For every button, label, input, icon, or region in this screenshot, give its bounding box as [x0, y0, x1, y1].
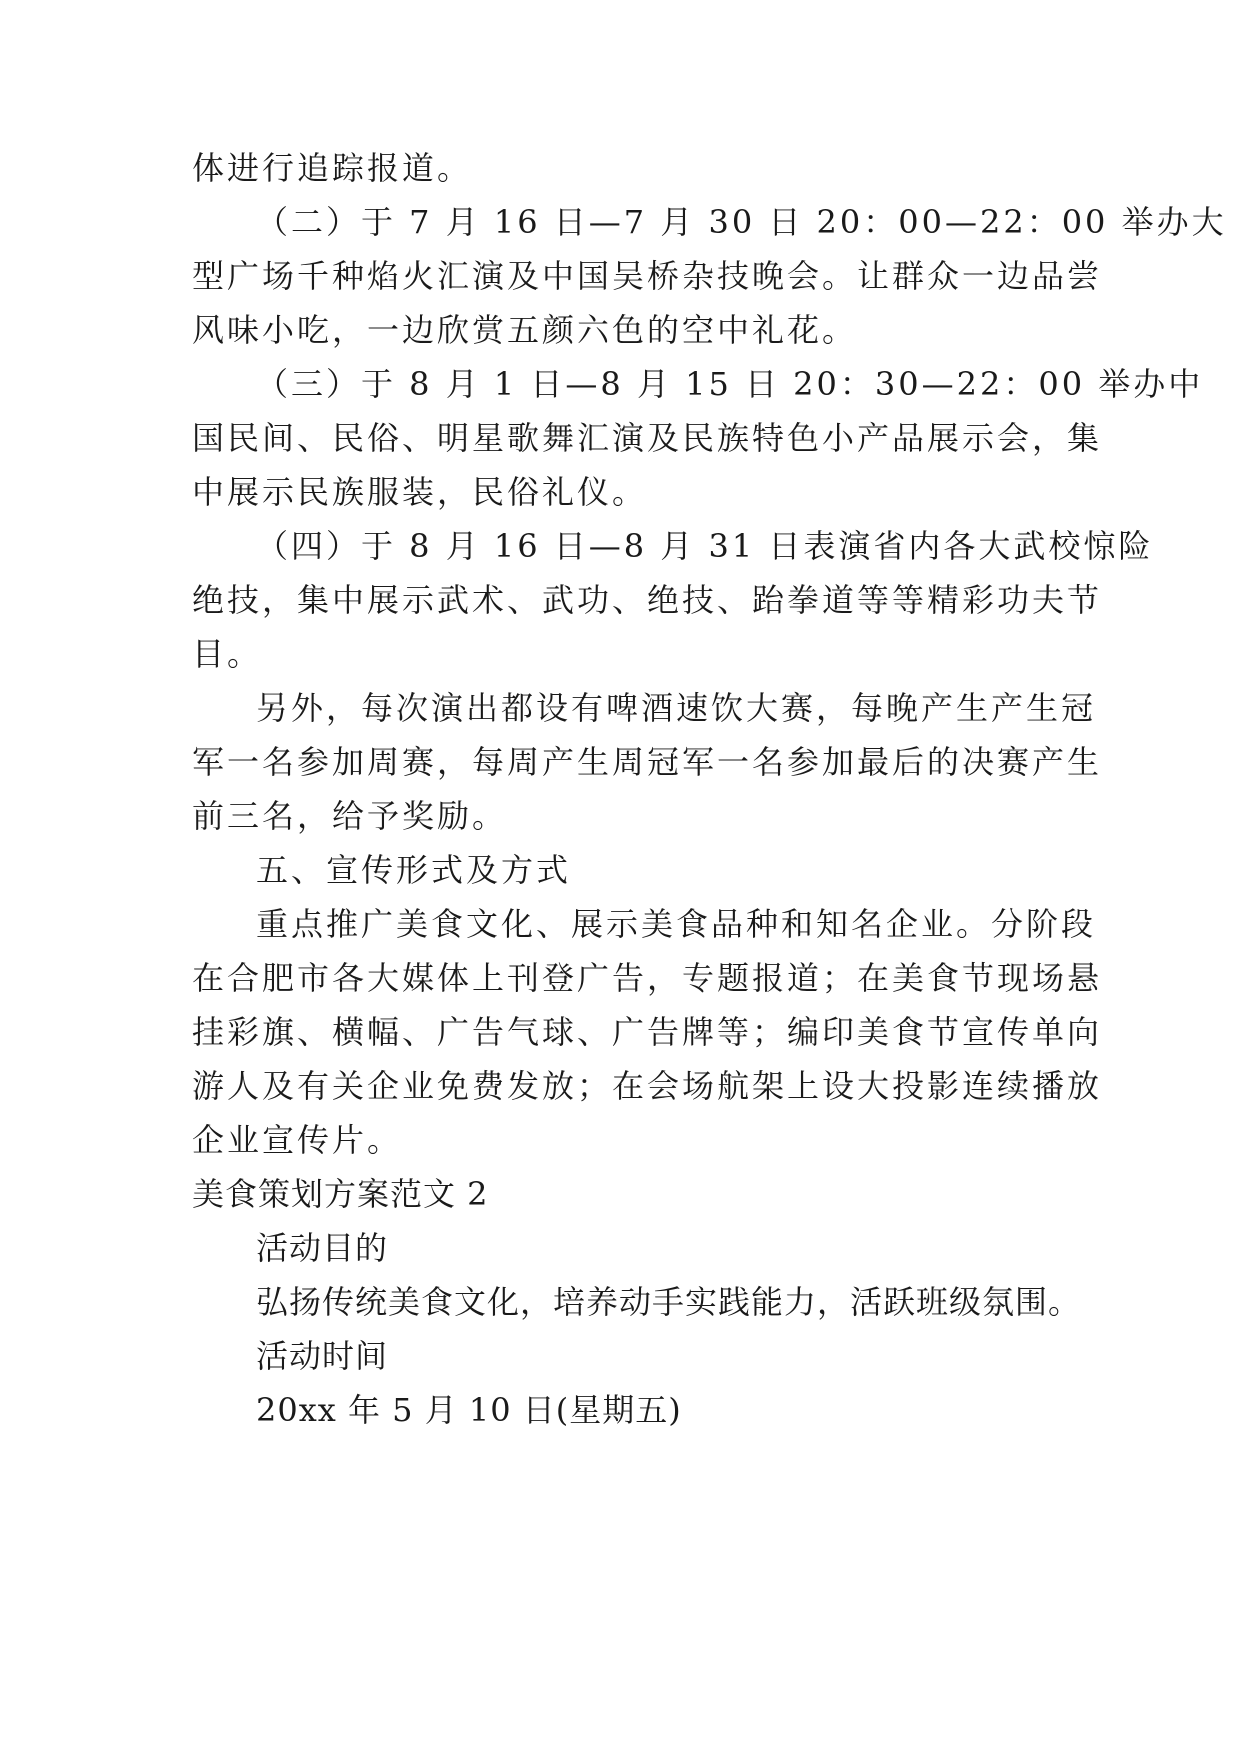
- paragraph-line: 中展示民族服装，民俗礼仪。: [192, 473, 648, 511]
- paragraph-line: 型广场千种焰火汇演及中国吴桥杂技晚会。让群众一边品尝: [192, 257, 1103, 295]
- paragraph-line: 重点推广美食文化、展示美食品种和知名企业。分阶段: [256, 905, 1097, 943]
- section-heading: 五、宣传形式及方式: [256, 851, 572, 889]
- section-heading: 活动目的: [256, 1229, 389, 1267]
- paragraph-line: 绝技，集中展示武术、武功、绝技、跆拳道等等精彩功夫节: [192, 581, 1103, 619]
- paragraph-line: 前三名，给予奖励。: [192, 797, 508, 835]
- paragraph-line: （二）于 7 月 16 日—7 月 30 日 20：00—22：00 举办大: [256, 203, 1227, 241]
- paragraph-line: 20xx 年 5 月 10 日(星期五): [256, 1391, 682, 1429]
- section-heading: 活动时间: [256, 1337, 389, 1375]
- paragraph-line: （三）于 8 月 1 日—8 月 15 日 20：30—22：00 举办中: [256, 365, 1204, 403]
- paragraph-line: 挂彩旗、横幅、广告气球、广告牌等；编印美食节宣传单向: [192, 1013, 1103, 1051]
- paragraph-line: 弘扬传统美食文化，培养动手实践能力，活跃班级氛围。: [256, 1283, 1082, 1321]
- paragraph-line: 游人及有关企业免费发放；在会场航架上设大投影连续播放: [192, 1067, 1103, 1105]
- paragraph-line: 企业宣传片。: [192, 1121, 403, 1159]
- paragraph-line: 目。: [192, 635, 263, 673]
- paragraph-line: （四）于 8 月 16 日—8 月 31 日表演省内各大武校惊险: [256, 527, 1154, 565]
- paragraph-line: 另外，每次演出都设有啤酒速饮大赛，每晚产生产生冠: [256, 689, 1097, 727]
- paragraph-line: 军一名参加周赛，每周产生周冠军一名参加最后的决赛产生: [192, 743, 1103, 781]
- document-title: 美食策划方案范文 2: [192, 1175, 489, 1213]
- paragraph-line: 体进行追踪报道。: [192, 149, 473, 187]
- paragraph-line: 在合肥市各大媒体上刊登广告，专题报道；在美食节现场悬: [192, 959, 1103, 997]
- paragraph-line: 风味小吃，一边欣赏五颜六色的空中礼花。: [192, 311, 858, 349]
- paragraph-line: 国民间、民俗、明星歌舞汇演及民族特色小产品展示会，集: [192, 419, 1103, 457]
